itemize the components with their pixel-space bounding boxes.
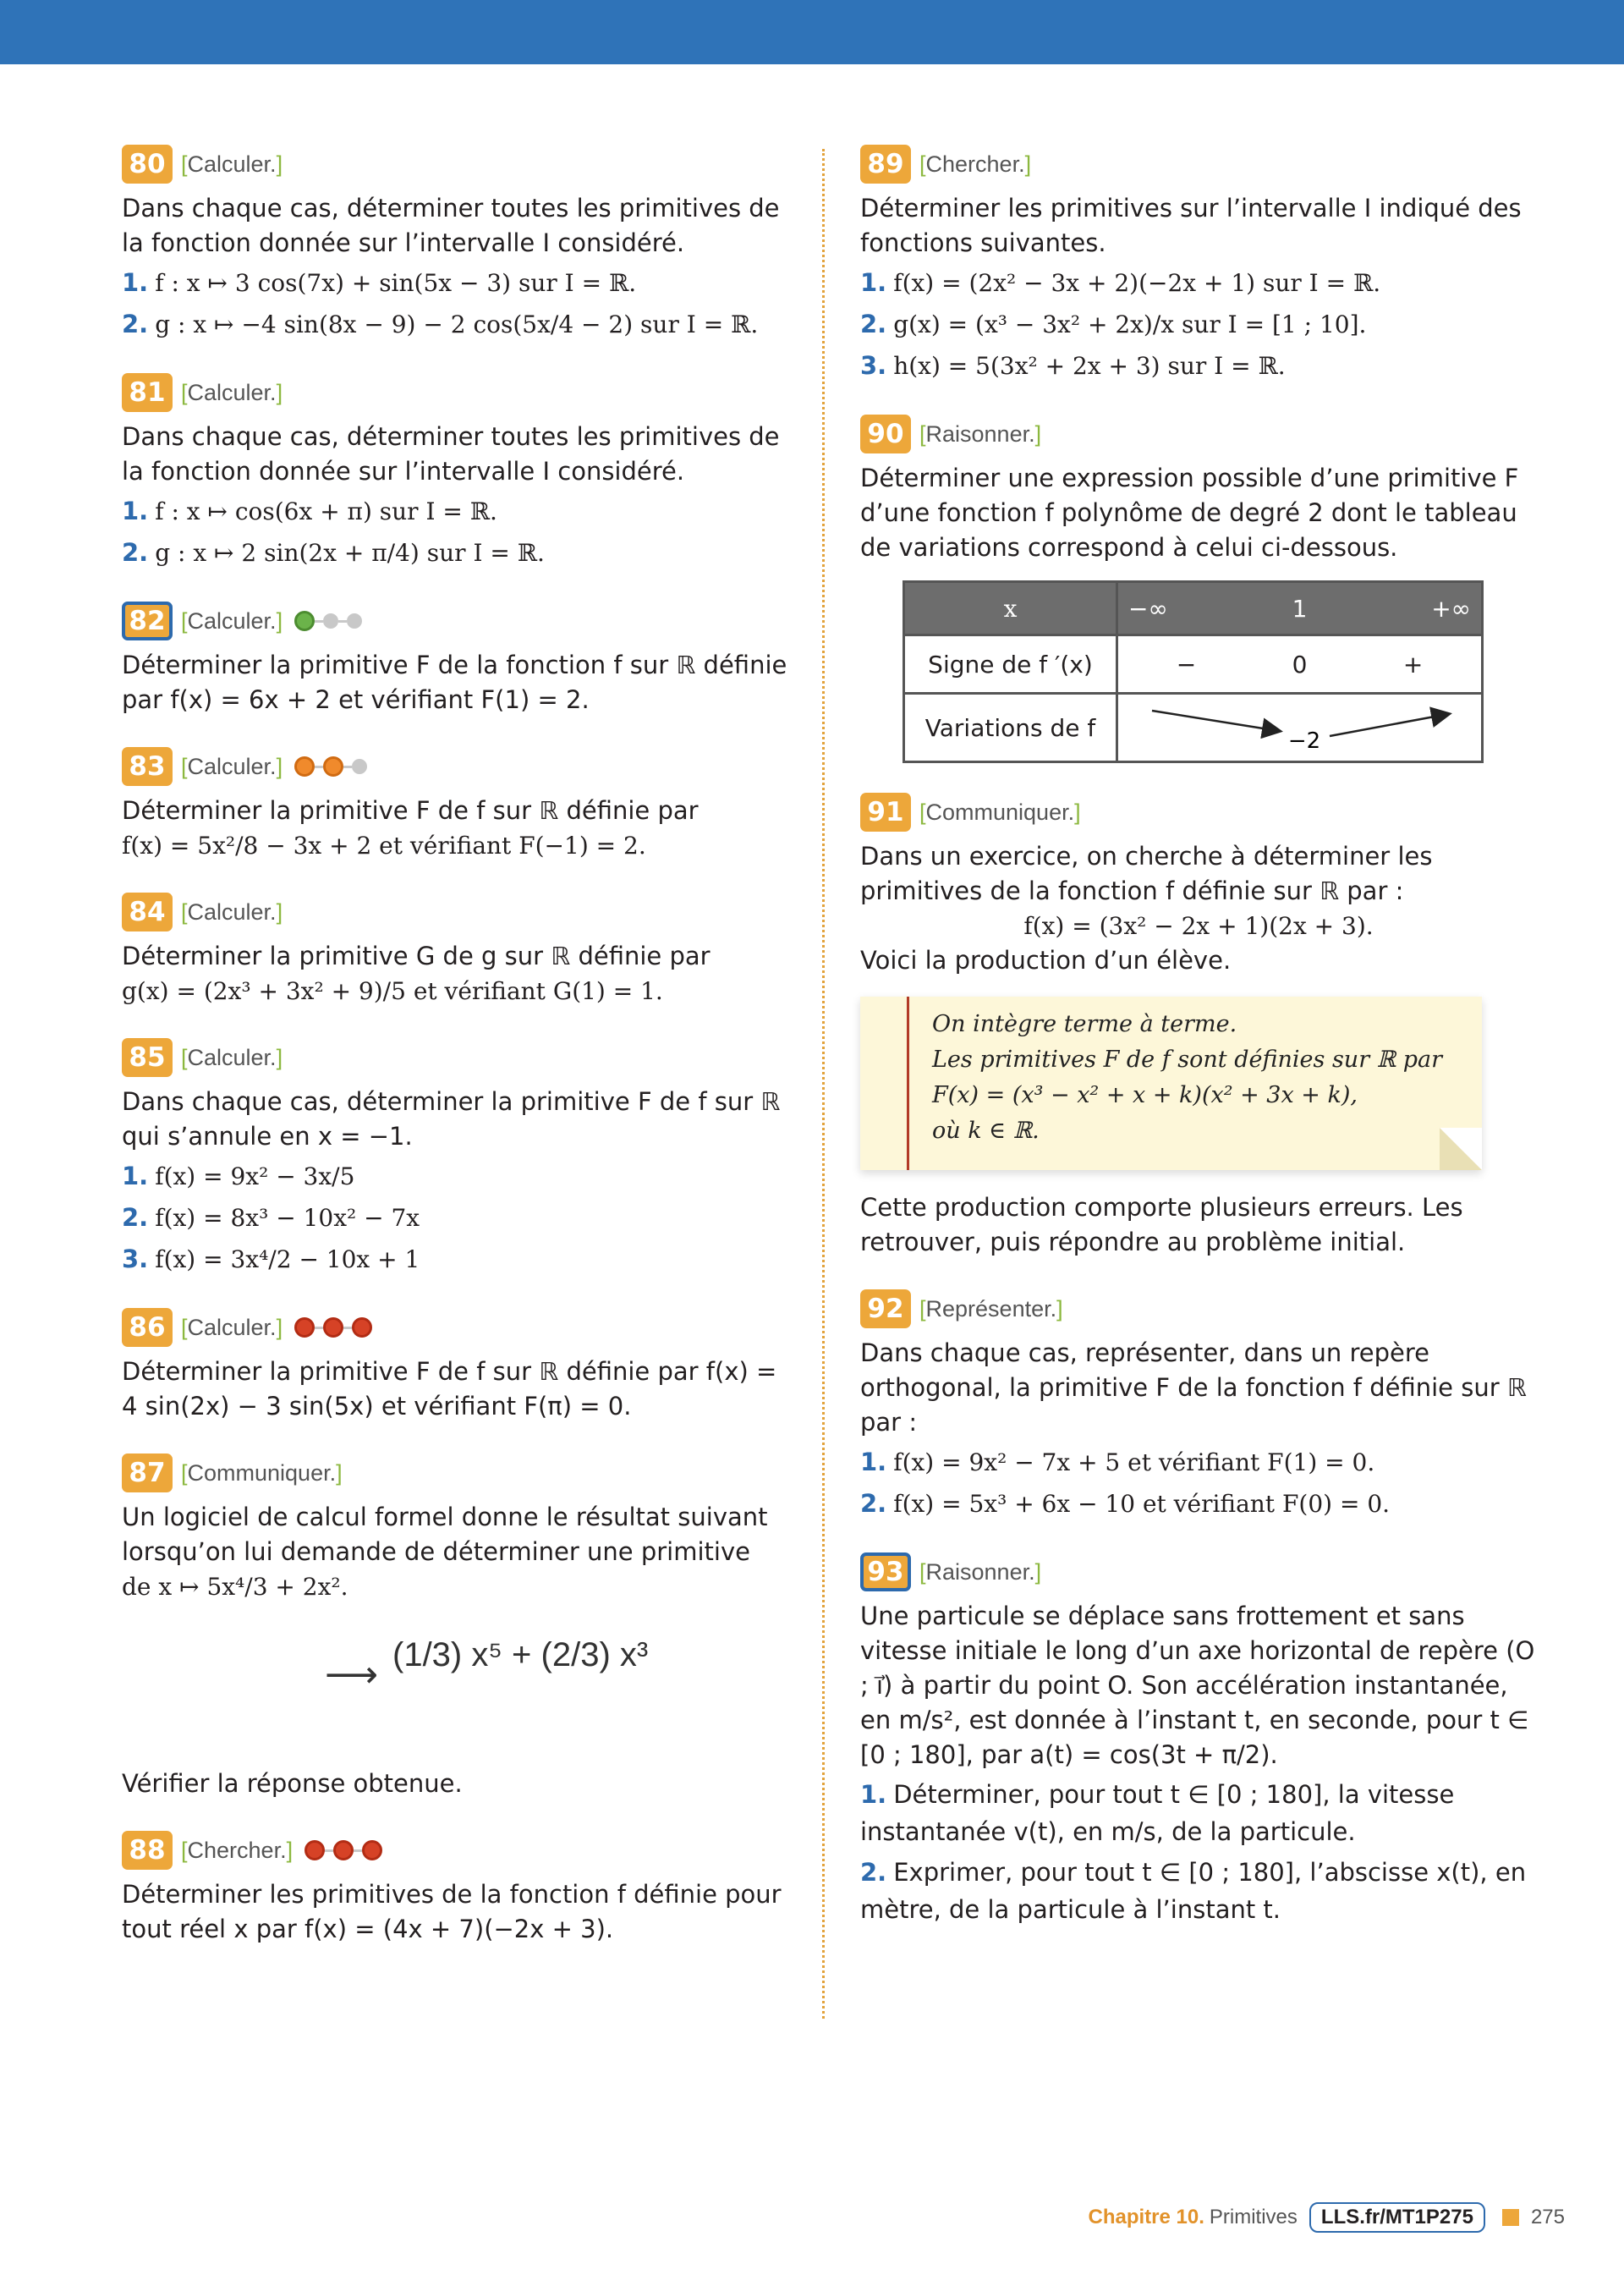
right-column — [860, 144, 1537, 1957]
exercise-text: Dans chaque cas, déterminer la primitive F de f sur ℝ qui s’annule en x = −1. — [122, 1087, 781, 1151]
exercise-text: Déterminer la primitive F de f sur ℝ définie par f(x) = 4 sin(2x) − 3 sin(5x) et vérifiant F(π) = 0. — [122, 1357, 777, 1421]
difficulty-indicator — [294, 756, 367, 777]
exercise-91 — [860, 792, 1537, 1260]
exercise-text: Déterminer la primitive G de g sur ℝ définie par — [122, 942, 710, 970]
exercise-80 — [122, 144, 790, 343]
student-note — [860, 997, 1482, 1170]
exercise-87 — [122, 1453, 790, 1801]
list-item: 2. Exprimer, pour tout t ∈ [0 ; 180], l’abscisse x(t), en mètre, de la particule à l’instant t. — [860, 1858, 1527, 1924]
exercise-tag: [Calculer.] — [181, 1044, 283, 1070]
exercise-92 — [860, 1289, 1537, 1523]
page-footer — [1089, 2202, 1566, 2233]
list-item: 1. f(x) = (2x² − 3x + 2)(−2x + 1) sur I = ℝ. — [860, 268, 1381, 297]
exercise-number: 89 — [860, 145, 911, 184]
variation-row — [1117, 694, 1483, 762]
exercise-82 — [122, 601, 790, 717]
exercise-text: Déterminer les primitives de la fonction f définie pour tout réel x par f(x) = (4x + 7)(−2x + 3). — [122, 1880, 782, 1943]
exercise-number: 84 — [122, 893, 173, 931]
exercise-85 — [122, 1037, 790, 1278]
note-line: Les primitives F de f sont définies sur ℝ par — [932, 1047, 1442, 1073]
note-line: F(x) = (x³ − x² + x + k)(x² + 3x + k), — [932, 1082, 1358, 1108]
cas-result: (1/3) x⁵ + (2/3) x³ — [392, 1636, 649, 1673]
list-item: 3. h(x) = 5(3x² + 2x + 3) sur I = ℝ. — [860, 351, 1286, 380]
exercise-text: Déterminer la primitive F de f sur ℝ définie par — [122, 796, 699, 825]
exercise-text: Dans chaque cas, déterminer toutes les primitives de la fonction donnée sur l’intervalle I considéré. — [122, 422, 780, 486]
sign-row: − 0 + — [1117, 635, 1483, 694]
exercise-tag: [Calculer.] — [181, 151, 283, 177]
exercise-number: 87 — [122, 1453, 173, 1492]
formula: f(x) = 5x²/8 − 3x + 2 et vérifiant F(−1) = 2. — [122, 832, 646, 860]
exercise-number: 80 — [122, 145, 173, 184]
exercise-number: 92 — [860, 1289, 911, 1328]
exercise-tag: [Communiquer.] — [181, 1459, 343, 1486]
exercise-text: Dans chaque cas, représenter, dans un repère orthogonal, la primitive F de la fonction f définie sur ℝ par : — [860, 1338, 1527, 1437]
list-item: 1. f : x ↦ cos(6x + π) sur I = ℝ. — [122, 497, 497, 525]
difficulty-indicator — [294, 611, 362, 631]
list-item: 1. f : x ↦ 3 cos(7x) + sin(5x − 3) sur I = ℝ. — [122, 268, 637, 297]
square-icon — [1502, 2209, 1519, 2226]
exercise-tag: [Communiquer.] — [919, 799, 1081, 825]
exercise-tag: [Raisonner.] — [919, 420, 1042, 447]
list-item: 1. Déterminer, pour tout t ∈ [0 ; 180], la vitesse instantanée v(t), en m/s, de la particule. — [860, 1780, 1455, 1846]
exercise-text: Dans chaque cas, déterminer toutes les primitives de la fonction donnée sur l’intervalle I considéré. — [122, 194, 780, 257]
exercise-number: 81 — [122, 373, 173, 412]
top-banner — [0, 0, 1624, 64]
exercise-tag: [Raisonner.] — [919, 1558, 1042, 1585]
exercise-text: Une particule se déplace sans frottement et sans vitesse initiale le long d’un axe horizontal de repère (O ; i⃗) à partir du point O. Son accélération instantanée, en m/s², est donnée à l’instant t, en seconde, pour t ∈ [0 ; 180], par a(t) = cos(3t + π/2). — [860, 1602, 1535, 1769]
chapter-label: Chapitre 10. — [1088, 2206, 1204, 2228]
note-line: On intègre terme à terme. — [932, 1011, 1237, 1037]
list-item: 2. f(x) = 8x³ − 10x² − 7x — [122, 1203, 420, 1232]
exercise-88 — [122, 1830, 790, 1947]
difficulty-indicator — [294, 1317, 372, 1338]
exercise-tag: [Calculer.] — [181, 753, 283, 779]
exercise-tag: [Calculer.] — [181, 379, 283, 405]
exercise-tag: [Calculer.] — [181, 898, 283, 925]
variation-row-label: Variations de f — [904, 694, 1117, 762]
formula: g(x) = (2x³ + 3x² + 9)/5 et vérifiant G(1) = 1. — [122, 977, 663, 1005]
exercise-text: Déterminer les primitives sur l’intervalle I indiqué des fonctions suivantes. — [860, 194, 1522, 257]
exercise-90 — [860, 414, 1537, 763]
exercise-text: Dans un exercice, on cherche à déterminer les primitives de la fonction f définie sur ℝ par : — [860, 842, 1433, 905]
exercise-89 — [860, 144, 1537, 385]
formula: de x ↦ 5x⁴/3 + 2x². — [122, 1573, 348, 1601]
exercise-number: 90 — [860, 415, 911, 453]
variation-table — [903, 580, 1484, 763]
exercise-conclusion: Vérifier la réponse obtenue. — [122, 1769, 463, 1798]
exercise-number: 82 — [122, 602, 173, 640]
difficulty-indicator — [304, 1840, 382, 1860]
exercise-text: Déterminer la primitive F de la fonction f sur ℝ définie par f(x) = 6x + 2 et vérifiant F(1) = 2. — [122, 651, 787, 714]
exercise-number: 88 — [122, 1831, 173, 1870]
exercise-text: Déterminer une expression possible d’une primitive F d’une fonction f polynôme de degré 2 dont le tableau de variations correspond à celui ci-dessous. — [860, 464, 1519, 562]
list-item: 3. f(x) = 3x⁴/2 − 10x + 1 — [122, 1245, 420, 1273]
lls-link[interactable]: LLS.fr/MT1P275 — [1309, 2202, 1485, 2233]
list-item: 2. f(x) = 5x³ + 6x − 10 et vérifiant F(0) = 0. — [860, 1489, 1391, 1518]
formula: f(x) = (3x² − 2x + 1)(2x + 3). — [1023, 912, 1374, 940]
chapter-title: Primitives — [1209, 2206, 1298, 2228]
exercise-intro: Voici la production d’un élève. — [860, 946, 1232, 975]
exercise-tag: [Chercher.] — [919, 151, 1032, 177]
list-item: 2. g : x ↦ −4 sin(8x − 9) − 2 cos(5x/4 − 2) sur I = ℝ. — [122, 310, 759, 338]
exercise-number: 91 — [860, 793, 911, 832]
exercise-text: Un logiciel de calcul formel donne le résultat suivant lorsqu’on lui demande de déterminer une primitive — [122, 1503, 768, 1566]
min-value: −2 — [1287, 728, 1320, 754]
exercise-tag: [Calculer.] — [181, 607, 283, 634]
list-item: 1. f(x) = 9x² − 7x + 5 et vérifiant F(1) = 0. — [860, 1448, 1375, 1476]
exercise-number: 83 — [122, 747, 173, 786]
variation-arrows — [1135, 695, 1465, 755]
x-header: x — [904, 582, 1117, 635]
exercise-83 — [122, 746, 790, 863]
exercise-conclusion: Cette production comporte plusieurs erreurs. Les retrouver, puis répondre au problème initial. — [860, 1193, 1463, 1256]
list-item: 2. g(x) = (x³ − 3x² + 2x)/x sur I = [1 ; 10]. — [860, 310, 1367, 338]
exercise-number: 93 — [860, 1552, 911, 1591]
page-number: 275 — [1530, 2206, 1565, 2228]
cas-output — [122, 1619, 790, 1746]
list-item: 2. g : x ↦ 2 sin(2x + π/4) sur I = ℝ. — [122, 538, 545, 567]
exercise-tag: [Chercher.] — [181, 1837, 294, 1863]
exercise-number: 86 — [122, 1308, 173, 1347]
exercise-number: 85 — [122, 1038, 173, 1077]
exercise-tag: [Calculer.] — [181, 1314, 283, 1340]
note-line: où k ∈ ℝ. — [932, 1118, 1040, 1144]
column-divider — [822, 149, 825, 2019]
exercise-tag: [Représenter.] — [919, 1295, 1063, 1322]
exercise-86 — [122, 1307, 790, 1424]
exercise-81 — [122, 372, 790, 572]
list-item: 1. f(x) = 9x² − 3x/5 — [122, 1162, 355, 1190]
left-column — [122, 144, 790, 1976]
exercise-84 — [122, 892, 790, 1008]
x-values: −∞ 1 +∞ — [1117, 582, 1483, 635]
arrow-right-icon: ⟶ — [325, 1653, 379, 1696]
exercise-93 — [860, 1552, 1537, 1928]
sign-row-label: Signe de f ′(x) — [904, 635, 1117, 694]
